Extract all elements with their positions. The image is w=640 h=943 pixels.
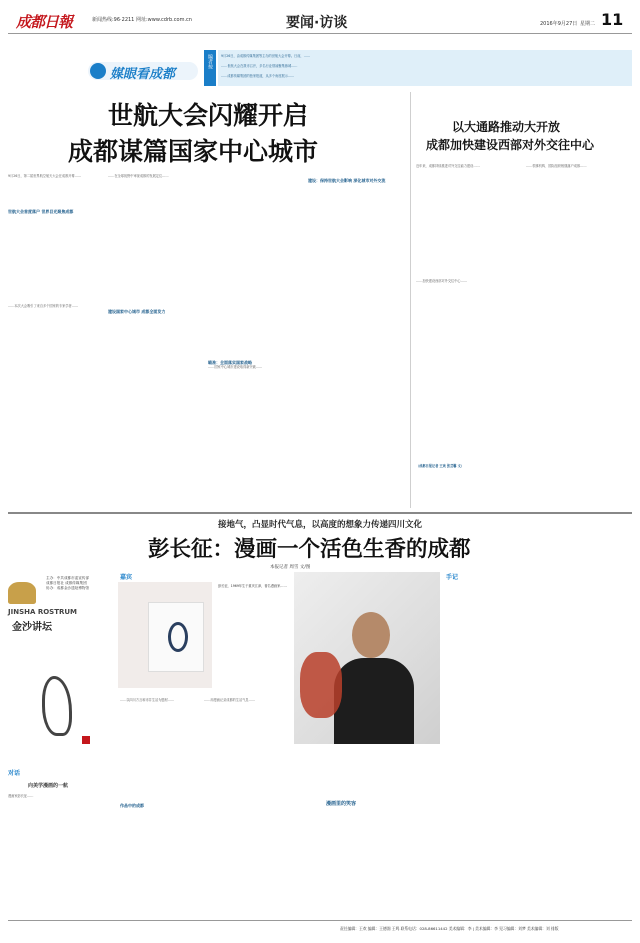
story1-text-columns — [8, 174, 404, 504]
section-name: 要闻·访谈 — [286, 15, 348, 31]
section-divider — [8, 512, 632, 514]
story1-subhead: 世航大会首度落户 世界目光聚焦成都 — [8, 209, 74, 215]
story2-paragraph: 近年来，成都持续推进对外交往能力建设…… — [416, 164, 480, 168]
jinsha-organizer-line: 成都日报社 成都传媒集团 — [46, 581, 87, 586]
jinsha-emblem-icon — [8, 582, 36, 604]
guest-photo — [118, 582, 212, 688]
story2-headline-line2: 成都加快建设西部对外交往中心 — [426, 138, 595, 152]
media-logo-text: 媒眼看成都 — [110, 67, 176, 82]
masthead — [0, 0, 640, 38]
story3-paragraph: ……用漫画记录成都的生活气息…… — [204, 698, 255, 702]
banner — [8, 50, 632, 86]
editor-note-label: 编者按 — [207, 54, 213, 69]
editor-note-box — [218, 50, 632, 86]
story3-notes-column — [446, 582, 632, 912]
story-foreign-exchange — [416, 118, 632, 508]
story3-byline: 本报记者 周雪 文/图 — [270, 565, 311, 570]
artwork-seal — [82, 736, 90, 744]
footer-rule — [8, 920, 632, 921]
notes-label: 手记 — [446, 574, 459, 581]
guest-intro: 彭长征，1969年生于重庆江津，著名漫画家…… — [218, 584, 287, 588]
photo-painting-stroke — [168, 622, 188, 652]
portrait-mask-art — [300, 652, 342, 718]
story1-paragraph: 9月26日，第二届世界航空航天大会在成都开幕…… — [8, 174, 82, 178]
story2-paragraph: ……加快建设西部对外交往中心…… — [416, 279, 467, 284]
story3-midhead: 作品中的成都 — [120, 803, 144, 809]
story1-column — [308, 174, 400, 504]
jinsha-title-en: JINSHA ROSTRUM — [8, 608, 78, 616]
jinsha-organizer-line: 主办：中共成都市委宣传部 — [46, 576, 90, 580]
story1-column — [108, 174, 196, 504]
story1-column — [8, 174, 96, 504]
story3-kicker: 接地气，凸显时代气息，以高度的想象力传递四川文化 — [218, 520, 423, 530]
story1-headline-line1: 世航大会闪耀开启 — [108, 101, 309, 130]
story1-subhead: 建设：保持世航大会影响 深化城市对外交流 — [308, 178, 386, 183]
jinsha-title: 金沙讲坛 — [12, 622, 52, 633]
story2-headline-line1: 以大通路推动大开放 — [452, 120, 561, 134]
story2-paragraph: ……领事机构、国际组织相继落户成都…… — [526, 164, 587, 168]
footer-credits: 责任编辑：王欢 编辑：王德润 王鸣 联系电话：028-86611442 美术编辑：李 | 美术编辑：李 见习编辑：刘梦 美术编辑：刘 排版 — [340, 926, 559, 931]
column-divider — [410, 92, 411, 508]
portrait-head — [352, 612, 390, 658]
jinsha-sidebar — [8, 572, 112, 912]
story1-paragraph: ……本次大会吸引了来自多个国家的专家学者…… — [8, 304, 79, 309]
story3-column — [296, 748, 414, 912]
story1-paragraph: ……在全球视野中审视成都的发展定位…… — [108, 174, 169, 178]
story-peng-changzheng — [8, 518, 632, 916]
story1-paragraph: ……国家中心城市建设取得新突破…… — [208, 365, 263, 370]
story3-column — [120, 698, 198, 912]
media-logo — [88, 62, 198, 80]
page-number: 11 — [601, 10, 624, 29]
story-world-aviation — [8, 92, 404, 510]
guest-label: 嘉宾 — [120, 574, 133, 581]
portrait-body — [334, 658, 414, 744]
story1-subhead: 建设国家中心城市 成都全面发力 — [108, 309, 166, 315]
editor-note-line: ……世航大会在我市召开，多名行业领袖聚集蓉城…… — [221, 64, 298, 68]
masthead-rule — [8, 33, 632, 34]
dialog-text — [8, 794, 112, 910]
story2-column — [526, 164, 630, 504]
dialog-label: 对话 — [8, 770, 21, 777]
story2-footnote: （成都日报记者 王欢 张芸馨 文） — [416, 464, 464, 469]
newspaper-logo: 成都日報 — [16, 13, 73, 31]
story1-column — [208, 174, 296, 504]
jinsha-organizers — [46, 576, 110, 612]
story1-headline-line2: 成都谋篇国家中心城市 — [68, 137, 319, 166]
editor-note-line: 9月26日，由成都传媒集团等主办的世航大会开幕。日前，…… — [221, 54, 310, 58]
story3-paragraph: ……以四川方言和市井生活为题材…… — [120, 698, 175, 702]
artwork-figure — [42, 676, 72, 736]
dialog-title: 向美学漫画的一航 — [28, 783, 69, 789]
story1-subhead: 瞄准：全面落实国家战略 — [208, 360, 252, 365]
jinsha-organizer-line: 协办：成都金沙遗址博物馆 — [46, 586, 90, 591]
issue-date: 2016年9月27日 — [540, 21, 578, 27]
notes-title: 漫画里的笑容 — [326, 801, 357, 807]
eye-icon — [90, 63, 106, 79]
story3-column — [204, 698, 290, 912]
editor-note-line: ……成都传媒集团的独家报道，从多个角度展示…… — [221, 74, 295, 78]
story3-headline: 彭长征：漫画一个活色生香的成都 — [148, 537, 471, 562]
artwork-thumbnail — [18, 666, 108, 762]
hotline-info: 新闻热线:96·2211 网址:www.cdrb.com.cn — [92, 17, 192, 23]
story2-column — [416, 164, 516, 504]
editor-note-tag — [204, 50, 216, 86]
dialog-paragraph: 漫画家彭长征…… — [8, 794, 34, 798]
artist-portrait — [294, 572, 440, 744]
issue-weekday: 星期二 — [580, 21, 596, 27]
